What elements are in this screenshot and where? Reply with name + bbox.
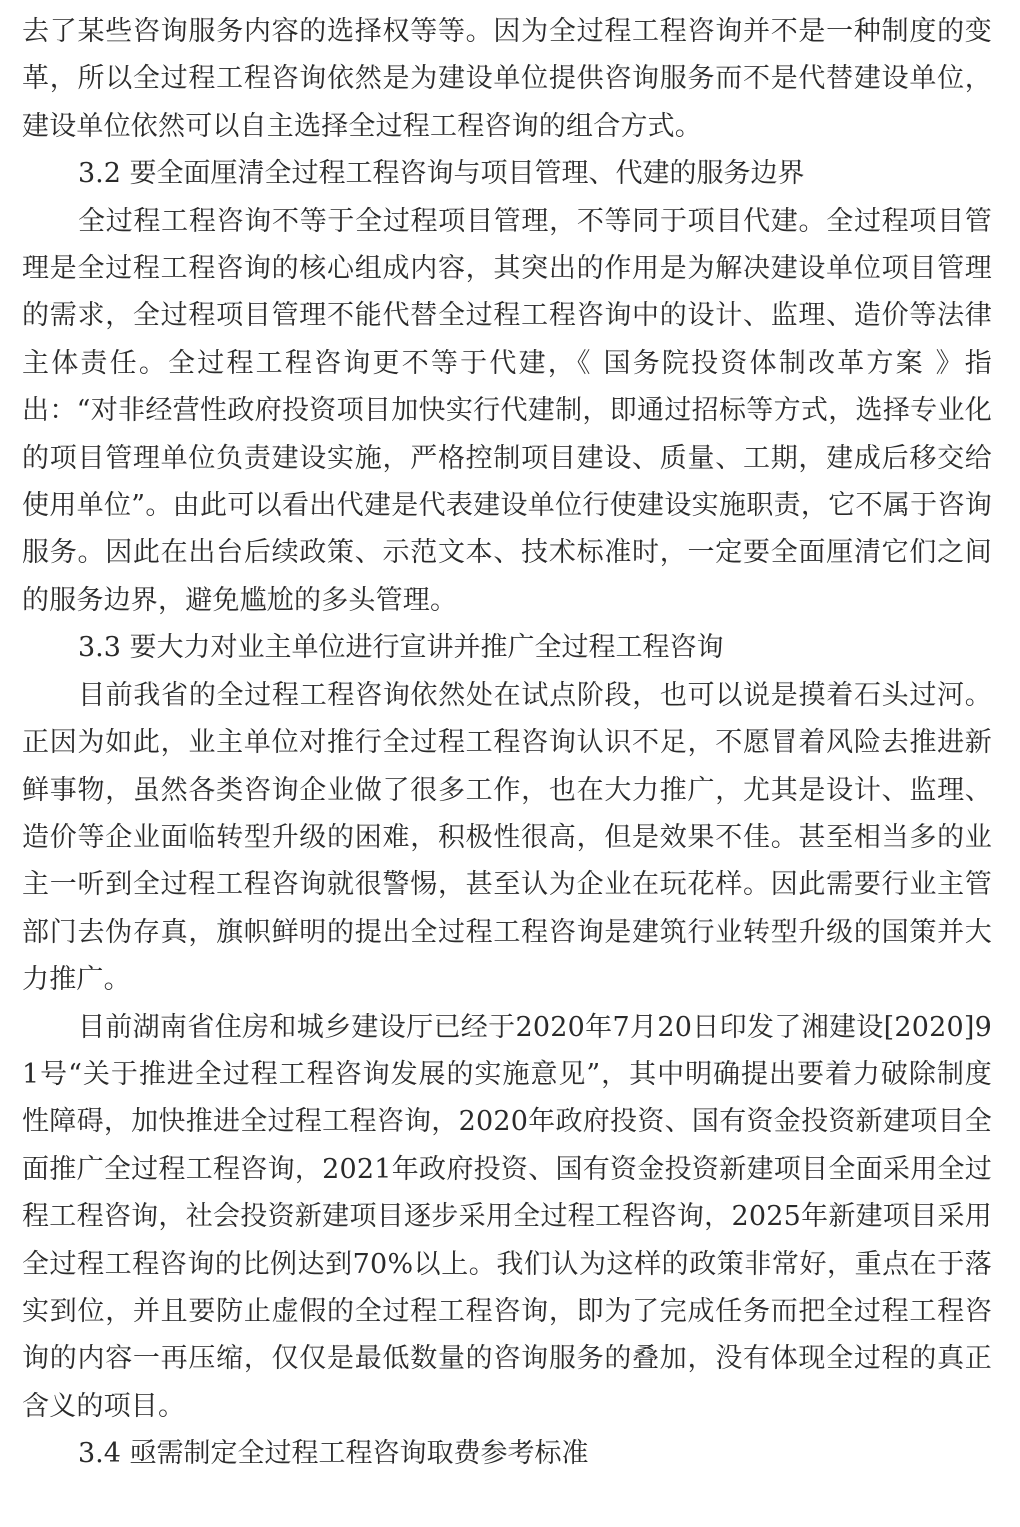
paragraph-hunan-policy: 目前湖南省住房和城乡建设厅已经于2020年7月20日印发了湘建设[2020]91号“关于推进全过程工程咨询发展的实施意见”，其中明确提出要着力破除制度性障碍，加快推进全过程工程咨询，2020年政府投资、国有资金投资新建项目全面推广全过程工程咨询，2021年政府投资、国有资金投资新建项目全面采用全过程工程咨询，社会投资新建项目逐步采用全过程工程咨询，2025年新建项目采用全过程工程咨询的比例达到70%以上。我们认为这样的政策非常好，重点在于落实到位，并且要防止虚假的全过程工程咨询，即为了完成任务而把全过程工程咨询的内容一再压缩，仅仅是最低数量的咨询服务的叠加，没有体现全过程的真正含义的项目。 xyxy=(22,1011,992,1422)
paragraph-promotion: 目前我省的全过程工程咨询依然处在试点阶段，也可以说是摸着石头过河。正因为如此，业主单位对推行全过程工程咨询认识不足，不愿冒着风险去推进新鲜事物，虽然各类咨询企业做了很多工作，也在大力推广，尤其是设计、监理、造价等企业面临转型升级的困难，积极性很高，但是效果不佳。甚至相当多的业主一听到全过程工程咨询就很警惕，甚至认为企业在玩花样。因此需要行业主管部门去伪存真，旗帜鲜明的提出全过程工程咨询是建筑行业转型升级的国策并大力推广。 xyxy=(22,679,992,996)
section-heading-3-3: 3.3 要大力对业主单位进行宣讲并推广全过程工程咨询 xyxy=(78,632,724,664)
paragraph-service-boundary: 全过程工程咨询不等于全过程项目管理，不等同于项目代建。全过程项目管理是全过程工程咨询的核心组成内容，其突出的作用是为解决建设单位项目管理的需求，全过程项目管理不能代替全过程工程咨询中的设计、监理、造价等法律主体责任。全过程工程咨询更不等于代建，《 国务院投资体制改革方案 》指出：“对非经营性政府投资项目加快实行代建制，即通过招标等方式，选择专业化的项目管理单位负责建设实施，严格控制项目建设、质量、工期，建成后移交给使用单位”。由此可以看出代建是代表建设单位行使建设实施职责，它不属于咨询服务。因此在出台后续政策、示范文本、技术标准时，一定要全面厘清它们之间的服务边界，避免尴尬的多头管理。 xyxy=(22,205,992,616)
section-heading-3-2: 3.2 要全面厘清全过程工程咨询与项目管理、代建的服务边界 xyxy=(78,158,805,190)
paragraph-role-of-client: 去了某些咨询服务内容的选择权等等。因为全过程工程咨询并不是一种制度的变革，所以全过程工程咨询依然是为建设单位提供咨询服务而不是代替建设单位，建设单位依然可以自主选择全过程工程咨询的组合方式。 xyxy=(22,16,992,142)
section-heading-3-4: 3.4 亟需制定全过程工程咨询取费参考标准 xyxy=(78,1438,589,1470)
